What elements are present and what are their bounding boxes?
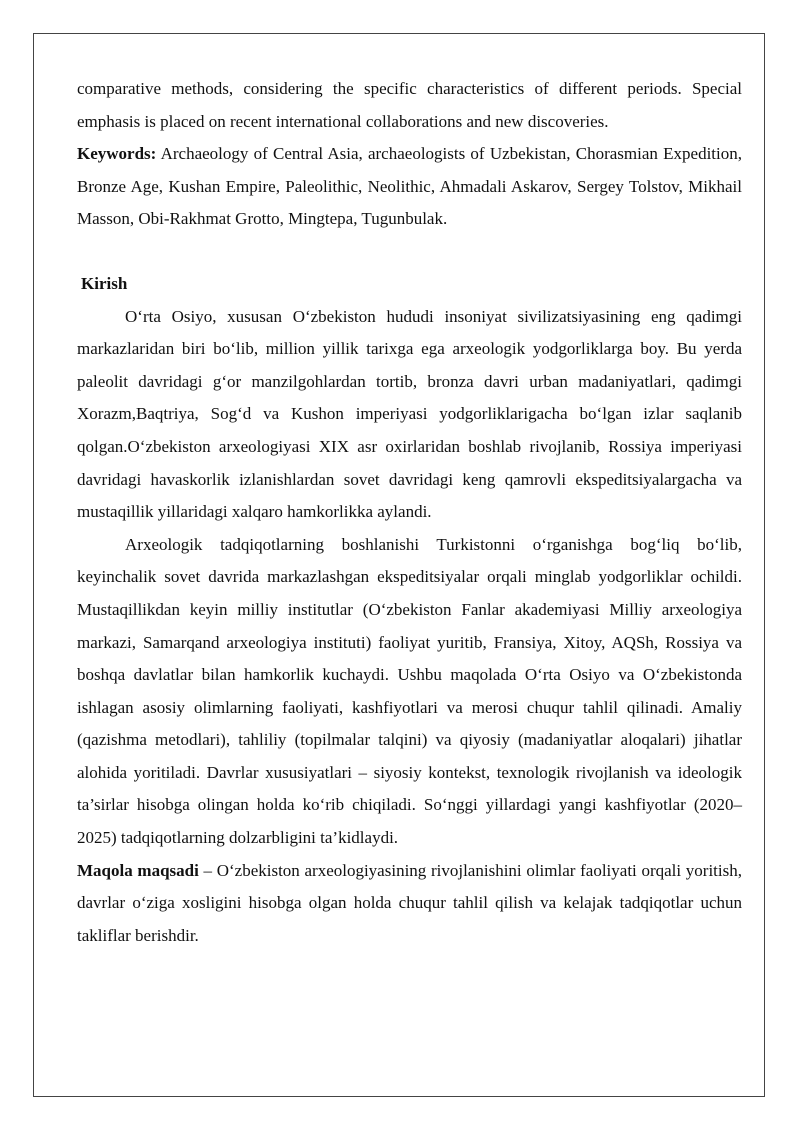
keywords-paragraph bbox=[77, 138, 742, 236]
abstract-continuation: comparative methods, considering the specific characteristics of different periods. Special emphasis is placed on recent international collaborations and new discoveries. bbox=[77, 79, 742, 131]
aim-paragraph bbox=[77, 855, 742, 953]
section-spacer bbox=[77, 236, 742, 268]
section-heading-kirish: Kirish bbox=[81, 273, 128, 293]
intro-paragraph-1: O‘rta Osiyo, xususan O‘zbekiston hududi insoniyat sivilizatsiyasining eng qadimgi markazlaridan biri bo‘lib, million yillik tarixga ega arxeologik yodgorliklarga boy. Bu yerda paleolit davridagi g‘or manzilgohlardan tortib, bronza davri urban madaniyatlari, qadimgi Xorazm,Baqtriya, Sog‘d va Kushon imperiyasi yodgorliklarigacha bo‘lgan izlar saqlanib qolgan.O‘zbekiston arxeologiyasi XIX asr oxirlaridan boshlab rivojlanib, Rossiya imperiyasi davridagi havaskorlik izlanishlardan sovet davridagi keng qamrovli ekspeditsiyalargacha va mustaqillik yillaridagi xalqaro hamkorlikka aylandi. bbox=[77, 306, 742, 522]
aim-label: Maqola maqsadi bbox=[77, 860, 199, 880]
aim-text: – O‘zbekiston arxeologiyasining rivojlanishini olimlar faoliyati orqali yoritish, davrlar o‘ziga xosligini hisobga olgan holda chuqur tahlil qilish va kelajak tadqiqotlar uchun takliflar berishdir. bbox=[77, 860, 742, 945]
intro-paragraph-2: Arxeologik tadqiqotlarning boshlanishi Turkistonni o‘rganishga bog‘liq bo‘lib, keyinchalik sovet davrida markazlashgan ekspeditsiyalar orqali minglab yodgorliklar ochildi. Mustaqillikdan keyin milliy institutlar (O‘zbekiston Fanlar akademiyasi Milliy arxeologiya markazi, Samarqand arxeologiya instituti) faoliyat yuritib, Fransiya, Xitoy, AQSh, Rossiya va boshqa davlatlar bilan hamkorlik kuchaydi. Ushbu maqolada O‘rta Osiyo va O‘zbekistonda ishlagan asosiy olimlarning faoliyati, kashfiyotlari va merosi chuqur tahlil qilinadi. Amaliy (qazishma metodlari), tahliliy (topilmalar talqini) va qiyosiy (madaniyatlar aloqalari) jihatlar alohida yoritiladi. Davrlar xususiyatlari – siyosiy kontekst, texnologik rivojlanish va ideologik ta’sirlar hisobga olingan holda ko‘rib chiqiladi. So‘nggi yillardagi yangi kashfiyotlar (2020–2025) tadqiqotlarning dolzarbligini ta’kidlaydi. bbox=[77, 534, 742, 848]
keywords-text: Archaeology of Central Asia, archaeologists of Uzbekistan, Chorasmian Expedition, Bronze Age, Kushan Empire, Paleolithic, Neolithic, Ahmadali Askarov, Sergey Tolstov, Mikhail Masson, Obi-Rakhmat Grotto, Mingtepa, Tugunbulak. bbox=[77, 144, 742, 229]
document-body bbox=[77, 73, 742, 952]
keywords-label: Keywords: bbox=[77, 144, 157, 164]
